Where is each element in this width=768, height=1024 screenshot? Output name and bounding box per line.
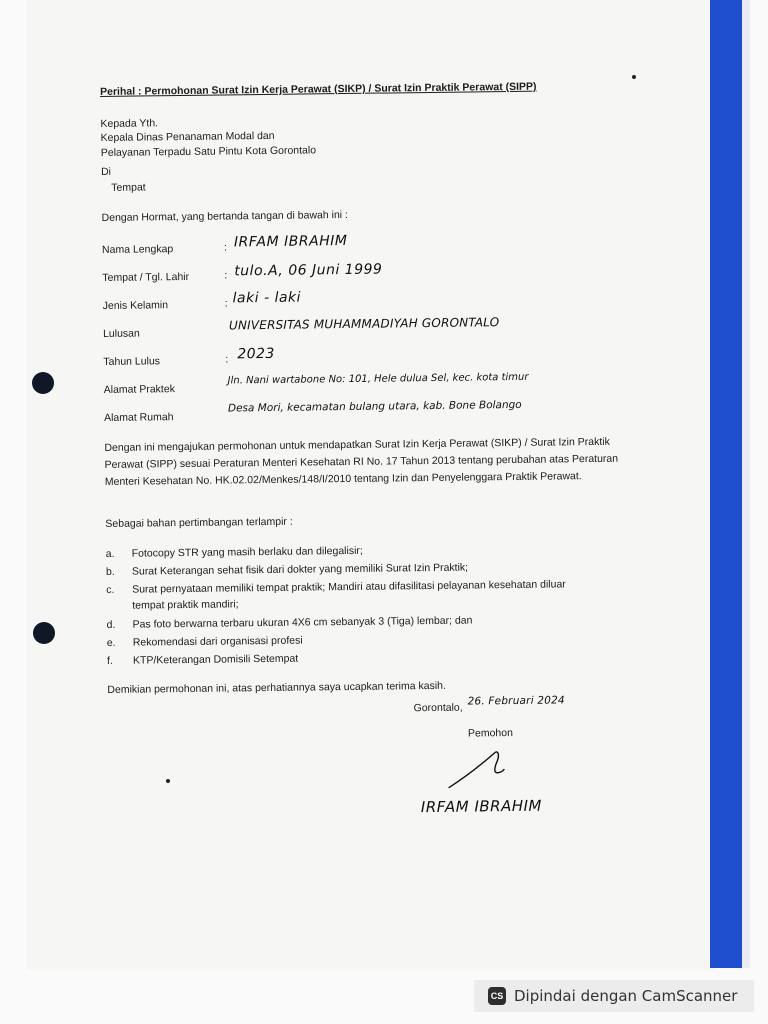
attachment-item: Surat pernyataan memiliki tempat praktik; Mandiri atau difasilitasi pelayanan kesehatan diluar bbox=[132, 578, 566, 596]
attachments-intro: Sebagai bahan pertimbangan terlampir : bbox=[105, 515, 293, 530]
attachment-item: KTP/Keterangan Domisili Setempat bbox=[132, 652, 299, 667]
address-line: Di bbox=[100, 165, 112, 178]
field-label: Tempat / Tgl. Lahir bbox=[102, 270, 190, 284]
attachment-mark: b. bbox=[105, 565, 115, 578]
attachment-item: Fotocopy STR yang masih berlaku dan dilegalisir; bbox=[131, 544, 363, 560]
attachment-item: Pas foto berwarna terbaru ukuran 4X6 cm sebanyak 3 (Tiga) lembar; dan bbox=[132, 614, 473, 631]
field-label: Alamat Rumah bbox=[103, 411, 174, 424]
body-paragraph: Dengan ini mengajukan permohonan untuk mendapatkan Surat Izin Kerja Perawat (SIKP) / Surat Izin Praktik Perawat (SIPP) sesuai Peraturan Menteri Kesehatan RI No. 17 Tahun 2013 tentang perubahan atas Peraturan Menteri Kesehatan No. HK.02.02/Menkes/148/I/2010 tentang Izin dan Penyelenggara Praktik Perawat. bbox=[104, 435, 619, 488]
field-value-handwritten: Desa Mori, kecamatan bulang utara, kab. Bone Bolango bbox=[227, 398, 522, 415]
camscanner-logo: CS bbox=[488, 987, 506, 1005]
field-label: Nama Lengkap bbox=[101, 243, 174, 256]
field-value-handwritten: 2023 bbox=[237, 345, 276, 363]
attachment-mark: e. bbox=[106, 636, 116, 649]
field-value-handwritten: Jln. Nani wartabone No: 101, Hele dulua Sel, kec. kota timur bbox=[227, 371, 529, 387]
attachment-item: Surat Keterangan sehat fisik dari dokter yang memiliki Surat Izin Praktik; bbox=[131, 561, 469, 578]
field-colon: : bbox=[224, 297, 228, 310]
field-value-handwritten: IRFAM IBRAHIM bbox=[233, 232, 348, 251]
closing-sentence: Demikian permohonan ini, atas perhatiannya saya ucapkan terima kasih. bbox=[107, 679, 446, 696]
signer-label: Pemohon bbox=[467, 727, 513, 740]
field-colon: : bbox=[224, 269, 228, 282]
camscanner-label: Dipindai dengan CamScanner bbox=[514, 987, 738, 1005]
attachment-item: Rekomendasi dari organisasi profesi bbox=[132, 634, 303, 649]
address-line: Kepala Dinas Penanaman Modal dan bbox=[100, 129, 275, 144]
address-line: Kepada Yth. bbox=[100, 117, 159, 130]
attachment-mark: a. bbox=[105, 547, 115, 560]
greeting: Dengan Hormat, yang bertanda tangan di bawah ini : bbox=[101, 208, 349, 224]
field-colon: : bbox=[223, 241, 227, 254]
address-line: Tempat bbox=[111, 181, 146, 194]
field-label: Jenis Kelamin bbox=[102, 299, 169, 312]
place-label: Gorontalo, bbox=[413, 701, 463, 715]
field-colon: : bbox=[225, 353, 229, 366]
field-label: Lulusan bbox=[102, 327, 140, 340]
attachment-item-continued: tempat praktik mandiri; bbox=[132, 598, 239, 612]
field-label: Tahun Lulus bbox=[103, 355, 161, 368]
letter-title: Perihal : Permohonan Surat Izin Kerja Perawat (SIKP) / Surat Izin Praktik Perawat (SIPP) bbox=[100, 80, 537, 98]
field-value-handwritten: tulo.A, 06 Juni 1999 bbox=[234, 261, 383, 280]
field-value-handwritten: UNIVERSITAS MUHAMMADIYAH GORONTALO bbox=[228, 315, 500, 333]
signer-name-handwritten: IRFAM IBRAHIM bbox=[420, 796, 543, 817]
attachment-mark: d. bbox=[106, 618, 116, 631]
camscanner-watermark bbox=[474, 980, 754, 1012]
field-label: Alamat Praktek bbox=[103, 383, 175, 396]
signature-scribble bbox=[444, 747, 525, 794]
attachment-mark: c. bbox=[106, 583, 115, 596]
attachment-mark: f. bbox=[106, 654, 113, 667]
field-value-handwritten: laki - laki bbox=[232, 289, 302, 307]
address-line: Pelayanan Terpadu Satu Pintu Kota Gorontalo bbox=[100, 144, 317, 159]
date-handwritten: 26. Februari 2024 bbox=[467, 694, 565, 708]
